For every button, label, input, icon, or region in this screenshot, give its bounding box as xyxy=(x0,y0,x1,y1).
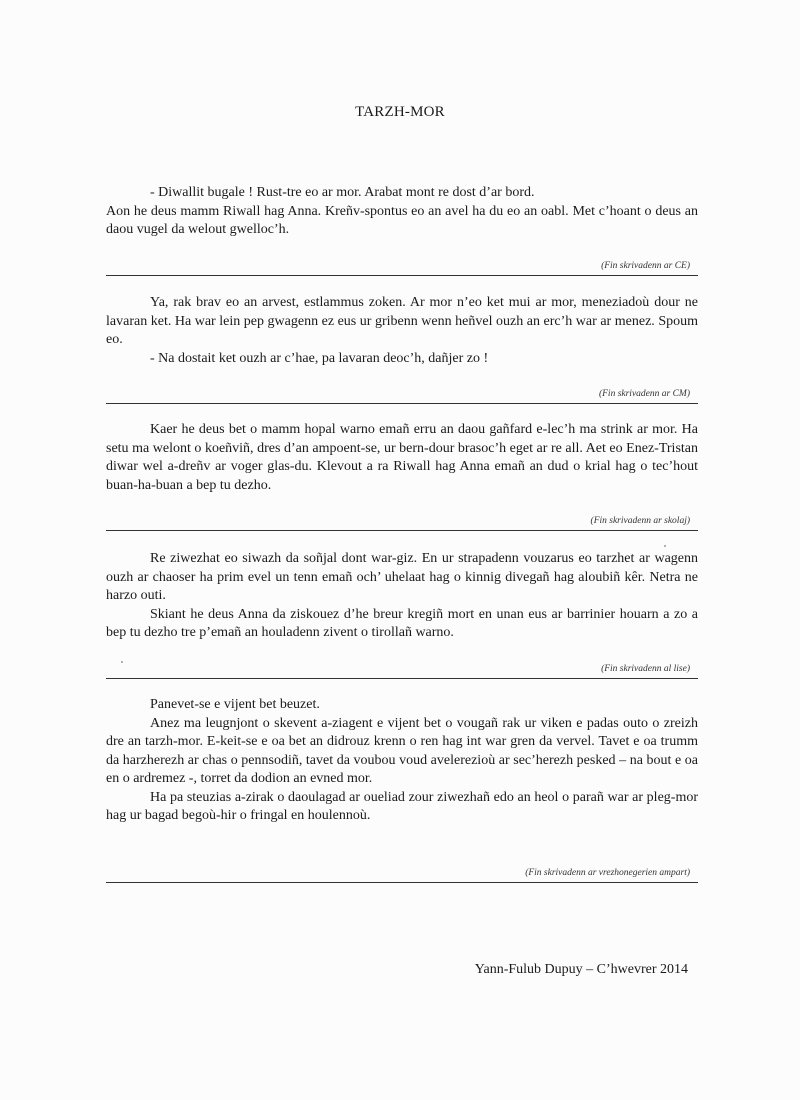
paragraph: Anez ma leugnjont o skevent a-ziagent e vijent bet o vougañ rak ur viken e padas outo o zreizh dre an tarzh-mor. E-keit-se e oa bet an didrouz krenn o ren hag int war gren da vervel. Tavet e oa trumm da harzherezh ar chas o pennsodiñ, tavet da voubou voud avelerezioù ar sec’herezh pesked – na bout e oa en o ardremez -, torret da dodion an evned mor. xyxy=(106,715,698,786)
section-4-end-note: (Fin skrivadenn al lise) xyxy=(601,664,690,674)
section-1 xyxy=(106,184,698,240)
section-divider xyxy=(106,275,698,276)
paragraph: - Diwallit bugale ! Rust-tre eo ar mor. Arabat mont re dost d’ar bord. xyxy=(150,185,535,200)
section-divider xyxy=(106,882,698,883)
document-title: TARZH-MOR xyxy=(355,104,445,120)
paragraph: Skiant he deus Anna da ziskouez d’he breur kregiñ mort en unan eus ar barrinier houarn a zo a bep tu dezho tre p’emañ an houladenn zivent o tirollañ warno. xyxy=(106,606,698,640)
section-divider xyxy=(106,403,698,404)
section-2-end-note: (Fin skrivadenn ar CM) xyxy=(598,389,690,399)
section-5-end-note: (Fin skrivadenn ar vrezhonegerien ampart) xyxy=(525,868,690,878)
section-1-end-note: (Fin skrivadenn ar CE) xyxy=(601,261,690,271)
paragraph: Ya, rak brav eo an arvest, estlammus zoken. Ar mor n’eo ket mui ar mor, meneziadoù dour ne lavaran ket. Ha war lein pep gwagenn ez eus ur gribenn wenn heñvel ouzh an erc’h war ar menez. Spoum eo. xyxy=(106,295,698,347)
section-3 xyxy=(106,421,698,495)
section-divider xyxy=(106,530,698,531)
scan-speck xyxy=(664,545,666,547)
section-divider xyxy=(106,678,698,679)
paragraph: Aon he deus mamm Riwall hag Anna. Kreñv-spontus eo an avel ha du eo an oabl. Met c’hoant o deus an daou vugel da welout gwelloc’h. xyxy=(106,203,698,237)
section-3-end-note: (Fin skrivadenn ar skolaj) xyxy=(590,516,690,526)
paragraph: - Na dostait ket ouzh ar c’hae, pa lavaran deoc’h, dañjer zo ! xyxy=(150,350,489,366)
paragraph: Panevet-se e vijent bet beuzet. xyxy=(150,697,320,712)
scan-speck xyxy=(121,661,123,663)
section-5 xyxy=(106,696,698,826)
paragraph: Ha pa steuzias a-zirak o daoulagad ar oueliad zour ziwezhañ edo an heol o parañ war ar pleg-mor hag ur bagad begoù-hir o fringal en houlennoù. xyxy=(106,789,698,823)
paragraph: Kaer he deus bet o mamm hopal warno emañ erru an daou gañfard e-lec’h ma strink ar mor. Ha setu ma welont o koeñviñ, dres d’an ampoent-se, ur bern-dour brasoc’h eget ar re all. Aet eo Enez-Tristan diwar wel a-dreñv ar voger glas-du. Klevout a ra Riwall hag Anna emañ an dud o krial hag o tec’hout buan-ha-buan a bep tu dezho. xyxy=(106,422,698,493)
paragraph: Re ziwezhat eo siwazh da soñjal dont war-giz. En ur strapadenn vouzarus eo tarzhet ar wagenn ouzh ar chaoser ha prim evel un tenn emañ och’ uhelaat hag o kinnig divegañ hag aloubiñ kêr. Netra ne harzo outi. xyxy=(106,551,698,603)
author-signature: Yann-Fulub Dupuy – C’hwevrer 2014 xyxy=(474,962,688,977)
section-2 xyxy=(106,294,698,368)
section-4 xyxy=(106,550,698,643)
